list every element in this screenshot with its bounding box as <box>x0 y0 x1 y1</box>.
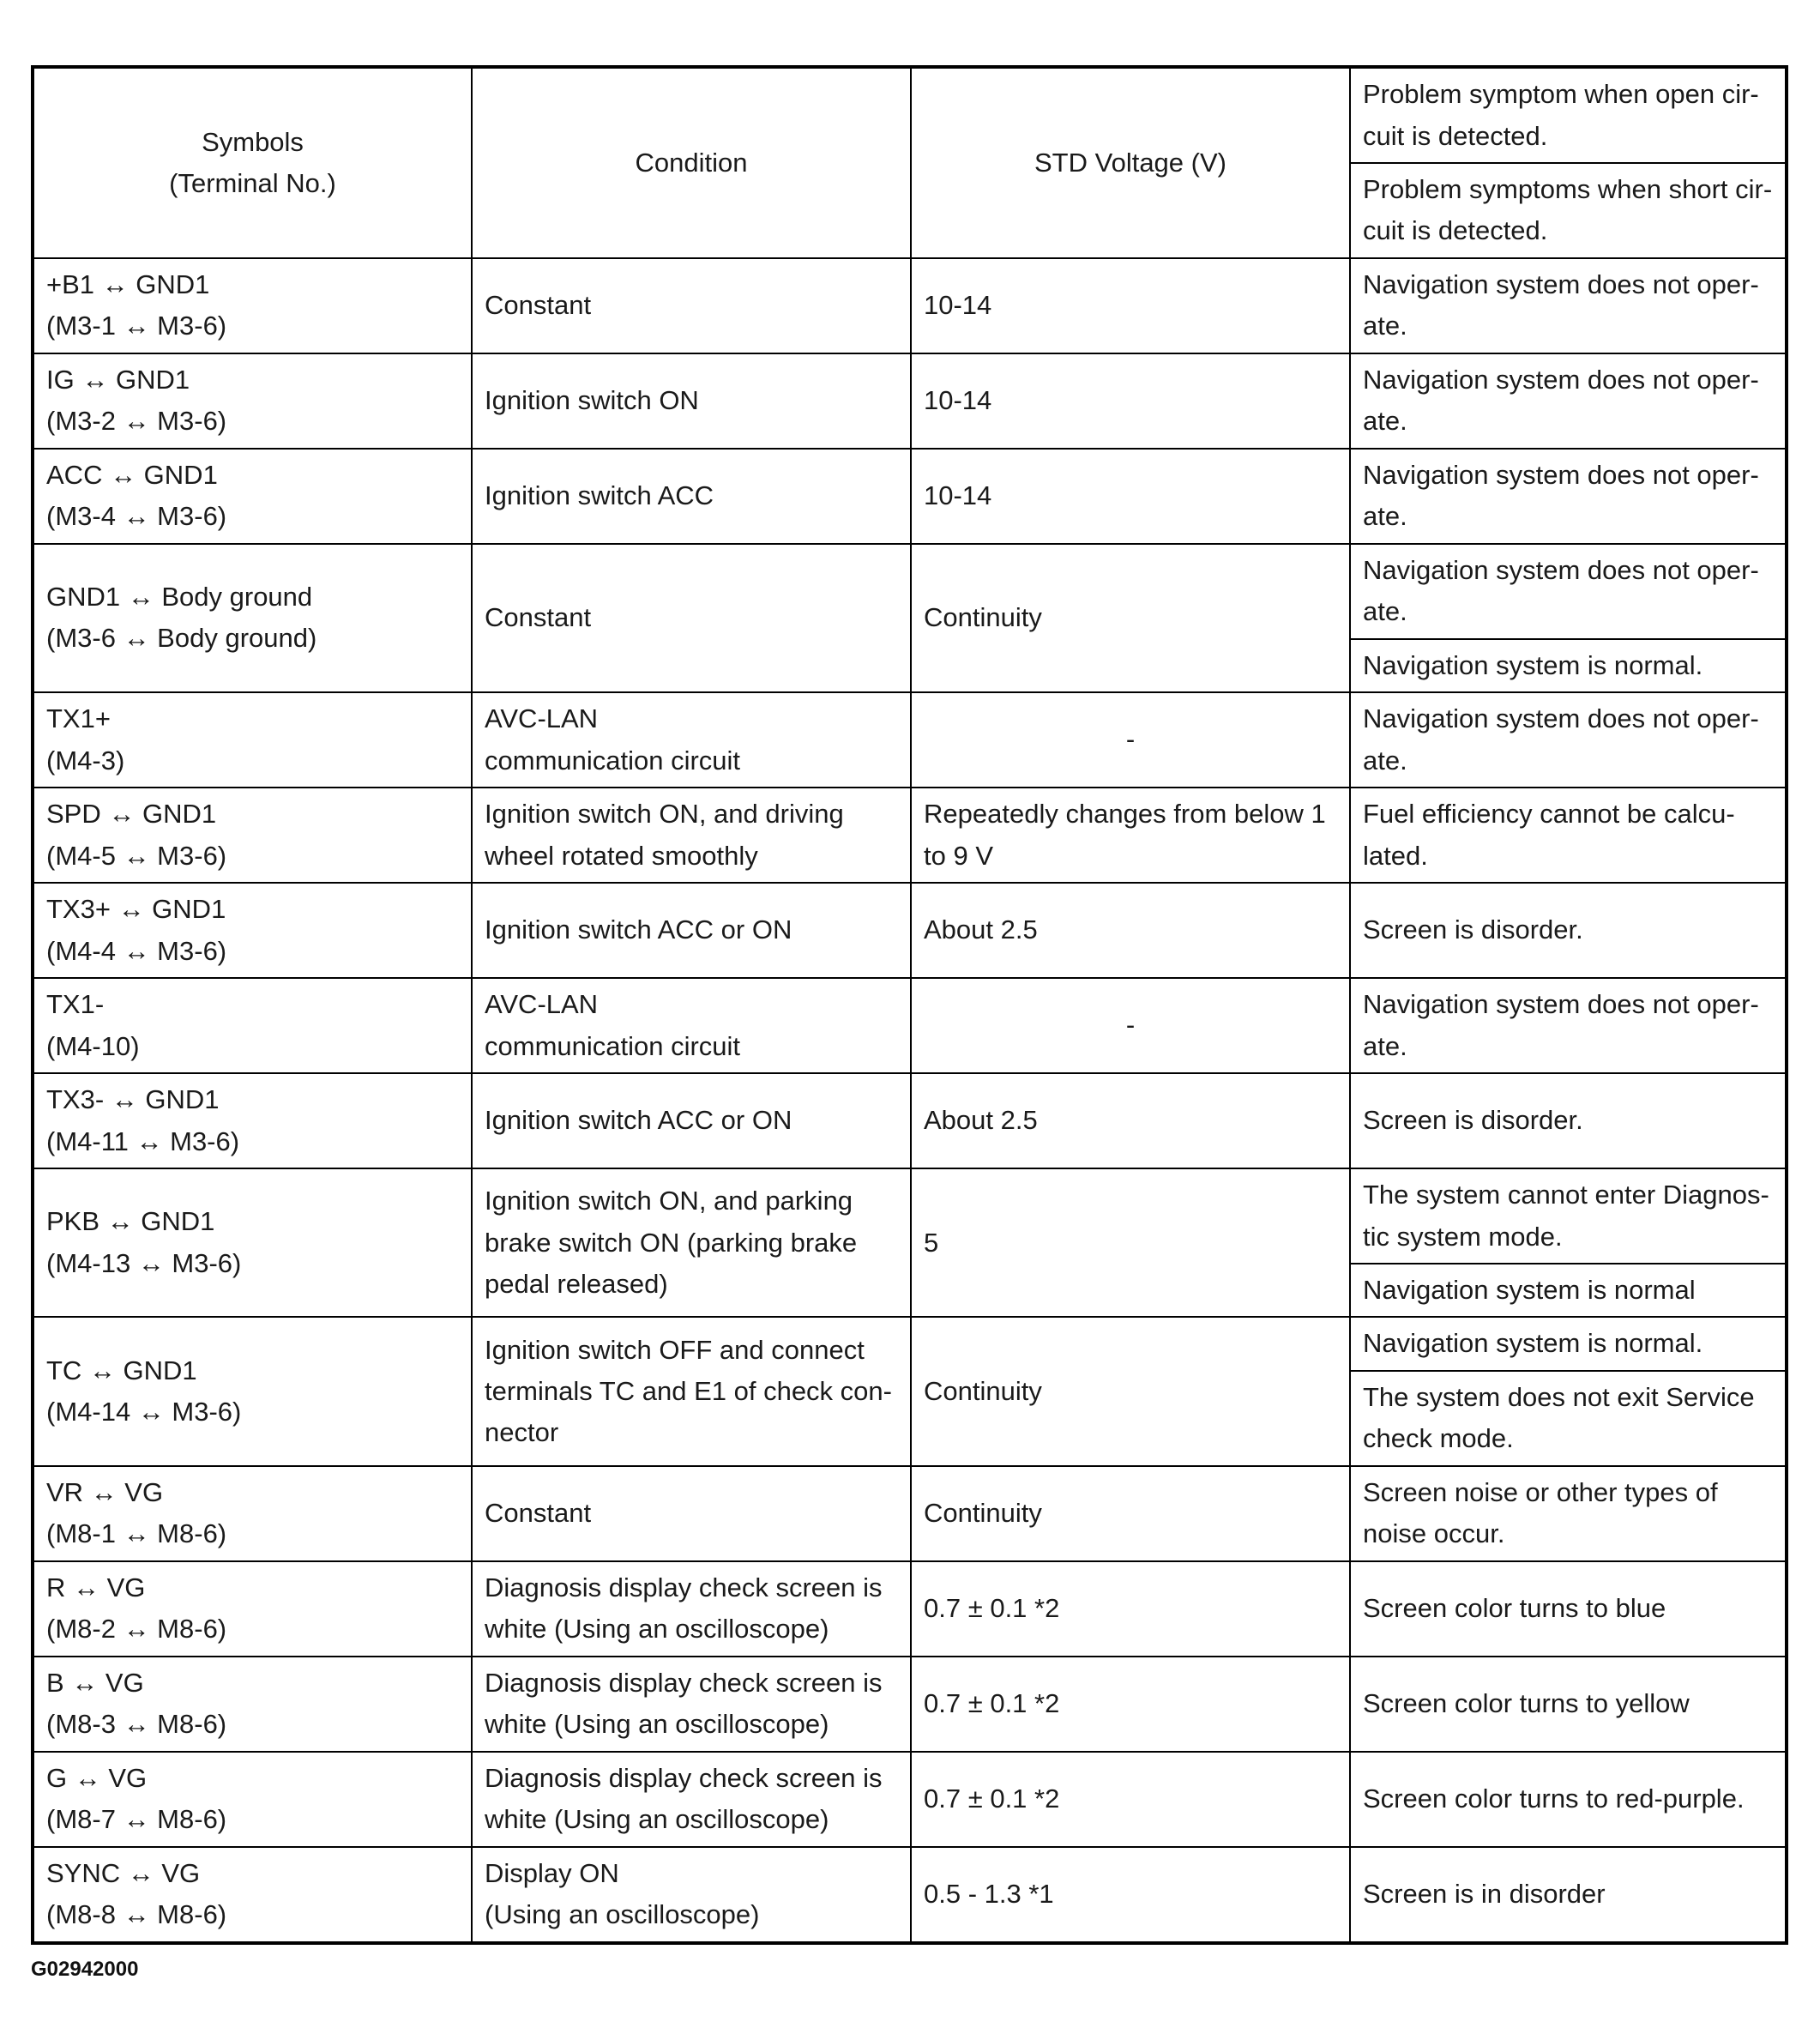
symbol-cell-line: TC ↔ GND1 <box>46 1355 197 1385</box>
condition-cell <box>472 1073 911 1168</box>
symbol-cell-line: (M3-1 ↔ M3-6) <box>46 311 227 341</box>
symptom-cell <box>1350 1264 1787 1317</box>
symptom-cell-line: ate. <box>1363 311 1407 341</box>
condition-cell <box>472 1466 911 1561</box>
voltage-cell-line: to 9 V <box>924 840 993 871</box>
symptom-cell <box>1350 883 1787 978</box>
symptom-cell-line: Navigation system does not oper- <box>1363 459 1759 490</box>
symptom-cell <box>1350 449 1787 544</box>
condition-cell-line: AVC-LAN <box>485 703 599 734</box>
header-row <box>33 67 1787 163</box>
voltage-cell <box>911 883 1350 978</box>
symptom-cell-line: Navigation system does not oper- <box>1363 554 1759 585</box>
condition-cell-line: AVC-LAN <box>485 989 599 1020</box>
condition-cell-line: pedal released) <box>485 1268 668 1299</box>
condition-cell-line: communication circuit <box>485 1030 741 1061</box>
condition-cell-line: Ignition switch ACC <box>485 480 714 511</box>
header-condition <box>472 67 911 258</box>
symbol-cell-line: SYNC ↔ VG <box>46 1857 201 1888</box>
voltage-cell-value: Continuity <box>924 1498 1042 1529</box>
symptom-cell-line: ate. <box>1363 501 1407 532</box>
symbol-cell-line: (M4-11 ↔ M3-6) <box>46 1126 240 1156</box>
symbol-cell <box>33 1561 472 1657</box>
symbol-cell-line: (M8-3 ↔ M8-6) <box>46 1709 227 1740</box>
symptom-cell-line: Screen is in disorder <box>1363 1878 1606 1909</box>
voltage-cell-value: 0.5 - 1.3 *1 <box>924 1878 1054 1909</box>
table-row <box>33 1752 1787 1847</box>
header-std-voltage-label: STD Voltage (V) <box>1034 147 1226 178</box>
symbol-cell-line: (M8-7 ↔ M8-6) <box>46 1804 227 1835</box>
symptom-cell-line: Navigation system is normal. <box>1363 1328 1703 1359</box>
symbol-cell <box>33 1073 472 1168</box>
symptom-cell <box>1350 1466 1787 1561</box>
symptom-cell <box>1350 1317 1787 1370</box>
symptom-cell-line: Screen is disorder. <box>1363 1105 1583 1136</box>
condition-cell <box>472 1561 911 1657</box>
condition-cell-line: Constant <box>485 290 592 321</box>
voltage-cell <box>911 1561 1350 1657</box>
symbol-cell-line: (M4-10) <box>46 1030 140 1061</box>
symbol-cell-line: (M4-5 ↔ M3-6) <box>46 840 227 871</box>
condition-cell-line: (Using an oscilloscope) <box>485 1899 760 1930</box>
symptom-cell-line: The system does not exit Service <box>1363 1381 1755 1412</box>
symptom-cell-line: Navigation system does not oper- <box>1363 269 1759 299</box>
symbol-cell-line: TX3- ↔ GND1 <box>46 1084 220 1115</box>
condition-cell-line: terminals TC and E1 of check con- <box>485 1375 892 1406</box>
condition-cell-line: Display ON <box>485 1857 619 1888</box>
voltage-cell <box>911 258 1350 353</box>
figure-code: G02942000 <box>31 1958 139 1981</box>
voltage-cell <box>911 1466 1350 1561</box>
condition-cell-line: Diagnosis display check screen is <box>485 1762 883 1793</box>
header-open-circuit <box>1350 67 1787 163</box>
header-open-circuit-line: Problem symptom when open cir- <box>1363 79 1759 110</box>
condition-cell-line: Constant <box>485 1498 592 1529</box>
symptom-cell-line: noise occur. <box>1363 1518 1505 1549</box>
condition-cell <box>472 258 911 353</box>
header-short-circuit-line: Problem symptoms when short cir- <box>1363 174 1773 204</box>
voltage-cell-value: 5 <box>924 1227 939 1258</box>
header-short-circuit-line: cuit is detected. <box>1363 215 1548 246</box>
condition-cell <box>472 1317 911 1465</box>
voltage-cell-value: 0.7 ± 0.1 *2 <box>924 1688 1060 1719</box>
symbol-cell-line: ACC ↔ GND1 <box>46 459 218 490</box>
header-symbols-line: Symbols <box>202 126 304 157</box>
voltage-cell <box>911 1847 1350 1943</box>
voltage-cell-value: 10-14 <box>924 385 992 416</box>
condition-cell <box>472 883 911 978</box>
condition-cell-line: Ignition switch ACC or ON <box>485 914 792 945</box>
symbol-cell <box>33 788 472 883</box>
condition-cell-line: white (Using an oscilloscope) <box>485 1804 829 1835</box>
symptom-cell <box>1350 1847 1787 1943</box>
condition-cell <box>472 978 911 1073</box>
symptom-cell-line: Screen color turns to red-purple. <box>1363 1783 1745 1814</box>
voltage-cell-value: Continuity <box>924 1375 1042 1406</box>
voltage-cell-value: 0.7 ± 0.1 *2 <box>924 1783 1060 1814</box>
symbol-cell <box>33 1752 472 1847</box>
condition-cell-line: brake switch ON (parking brake <box>485 1227 858 1258</box>
symbol-cell-line: B ↔ VG <box>46 1667 144 1698</box>
symptom-cell <box>1350 692 1787 788</box>
voltage-cell-value: - <box>1125 1010 1136 1041</box>
table-row <box>33 1657 1787 1752</box>
symbol-cell-line: SPD ↔ GND1 <box>46 799 217 830</box>
voltage-cell-value: About 2.5 <box>924 1105 1038 1136</box>
condition-cell <box>472 1168 911 1317</box>
symptom-cell <box>1350 1752 1787 1847</box>
symptom-cell <box>1350 544 1787 639</box>
symptom-cell-line: Navigation system does not oper- <box>1363 703 1759 734</box>
header-symbols <box>33 67 472 258</box>
table-row <box>33 1847 1787 1943</box>
condition-cell-line: communication circuit <box>485 745 741 776</box>
symptom-cell-line: Navigation system is normal <box>1363 1275 1696 1306</box>
symptom-cell <box>1350 1561 1787 1657</box>
symbol-cell <box>33 978 472 1073</box>
table-row <box>33 883 1787 978</box>
symptom-cell-line: check mode. <box>1363 1423 1514 1454</box>
header-condition-label: Condition <box>635 147 748 178</box>
voltage-cell-value: 0.7 ± 0.1 *2 <box>924 1593 1060 1624</box>
symbol-cell-line: TX1+ <box>46 703 111 734</box>
table-row <box>33 692 1787 788</box>
symptom-cell-line: tic system mode. <box>1363 1221 1563 1252</box>
symbol-cell-line: (M8-2 ↔ M8-6) <box>46 1614 227 1645</box>
condition-cell-line: Diagnosis display check screen is <box>485 1667 883 1698</box>
terminal-voltage-table <box>31 65 1788 1945</box>
symbol-cell <box>33 1657 472 1752</box>
condition-cell <box>472 692 911 788</box>
table-row <box>33 1466 1787 1561</box>
table-row <box>33 449 1787 544</box>
symbol-cell <box>33 258 472 353</box>
condition-cell <box>472 1657 911 1752</box>
condition-cell-line: Ignition switch ON, and driving <box>485 799 844 830</box>
symptom-cell <box>1350 978 1787 1073</box>
voltage-cell-value: Continuity <box>924 602 1042 633</box>
symbol-cell-line: (M8-1 ↔ M8-6) <box>46 1518 227 1549</box>
symbol-cell-line: (M3-2 ↔ M3-6) <box>46 406 227 437</box>
symptom-cell <box>1350 1657 1787 1752</box>
symptom-cell-line: Screen color turns to blue <box>1363 1593 1666 1624</box>
condition-cell <box>472 788 911 883</box>
symptom-cell-line: ate. <box>1363 1030 1407 1061</box>
condition-cell-line: Ignition switch ACC or ON <box>485 1105 792 1136</box>
symbol-cell-line: (M8-8 ↔ M8-6) <box>46 1899 227 1930</box>
symbol-cell-line: TX1- <box>46 989 105 1020</box>
voltage-cell-value: About 2.5 <box>924 914 1038 945</box>
symptom-cell-line: Navigation system is normal. <box>1363 649 1703 680</box>
symbol-cell <box>33 1847 472 1943</box>
symptom-cell <box>1350 353 1787 449</box>
symbol-cell-line: (M3-6 ↔ Body ground) <box>46 623 317 654</box>
voltage-cell-value: 10-14 <box>924 290 992 321</box>
symbol-cell-line: GND1 ↔ Body ground <box>46 582 313 613</box>
symptom-cell-line: ate. <box>1363 745 1407 776</box>
symbol-cell <box>33 692 472 788</box>
condition-cell-line: nector <box>485 1417 559 1448</box>
symbol-cell <box>33 1466 472 1561</box>
table-row <box>33 1317 1787 1370</box>
voltage-cell-line: Repeatedly changes from below 1 <box>924 799 1326 830</box>
symbol-cell-line: (M4-13 ↔ M3-6) <box>46 1247 242 1278</box>
condition-cell-line: Ignition switch ON, and parking <box>485 1186 853 1216</box>
voltage-cell <box>911 692 1350 788</box>
table-row <box>33 544 1787 639</box>
header-std-voltage <box>911 67 1350 258</box>
symbol-cell-line: PKB ↔ GND1 <box>46 1206 215 1237</box>
symbol-cell-line: (M3-4 ↔ M3-6) <box>46 501 227 532</box>
symptom-cell-line: lated. <box>1363 840 1428 871</box>
symptom-cell-line: Navigation system does not oper- <box>1363 989 1759 1020</box>
symptom-cell-line: Screen color turns to yellow <box>1363 1688 1690 1719</box>
symbol-cell-line: IG ↔ GND1 <box>46 364 190 395</box>
condition-cell <box>472 544 911 692</box>
condition-cell <box>472 353 911 449</box>
voltage-cell <box>911 353 1350 449</box>
symbol-cell-line: (M4-14 ↔ M3-6) <box>46 1397 242 1427</box>
symbol-cell <box>33 1168 472 1317</box>
symptom-cell-line: Fuel efficiency cannot be calcu- <box>1363 799 1735 830</box>
condition-cell-line: wheel rotated smoothly <box>485 840 758 871</box>
symptom-cell-line: The system cannot enter Diagnos- <box>1363 1180 1769 1210</box>
voltage-cell <box>911 449 1350 544</box>
symbol-cell-line: TX3+ ↔ GND1 <box>46 894 226 925</box>
symbol-cell <box>33 449 472 544</box>
condition-cell-line: white (Using an oscilloscope) <box>485 1709 829 1740</box>
condition-cell <box>472 1752 911 1847</box>
condition-cell <box>472 1847 911 1943</box>
symbol-cell-line: VR ↔ VG <box>46 1476 164 1507</box>
symptom-cell-line: Screen is disorder. <box>1363 914 1583 945</box>
table-body <box>33 67 1787 1943</box>
voltage-cell <box>911 1752 1350 1847</box>
table-row <box>33 1561 1787 1657</box>
symptom-cell-line: ate. <box>1363 596 1407 627</box>
condition-cell-line: Constant <box>485 602 592 633</box>
table-row <box>33 353 1787 449</box>
voltage-cell <box>911 788 1350 883</box>
symbol-cell-line: (M4-3) <box>46 745 125 776</box>
symptom-cell <box>1350 1168 1787 1264</box>
header-open-circuit-line: cuit is detected. <box>1363 120 1548 151</box>
voltage-cell-value: - <box>1125 724 1136 755</box>
table-row <box>33 1073 1787 1168</box>
condition-cell-line: Ignition switch OFF and connect <box>485 1334 865 1365</box>
symbol-cell-line: (M4-4 ↔ M3-6) <box>46 935 227 966</box>
voltage-cell <box>911 544 1350 692</box>
symptom-cell-line: Navigation system does not oper- <box>1363 364 1759 395</box>
voltage-cell-value: 10-14 <box>924 480 992 511</box>
header-short-circuit <box>1350 163 1787 258</box>
condition-cell <box>472 449 911 544</box>
symbol-cell <box>33 544 472 692</box>
symptom-cell <box>1350 788 1787 883</box>
condition-cell-line: Diagnosis display check screen is <box>485 1572 883 1602</box>
symbol-cell <box>33 1317 472 1465</box>
table-row <box>33 1168 1787 1264</box>
table-row <box>33 788 1787 883</box>
table-row <box>33 978 1787 1073</box>
symptom-cell <box>1350 1073 1787 1168</box>
symbol-cell-line: R ↔ VG <box>46 1572 146 1602</box>
voltage-cell <box>911 978 1350 1073</box>
symbol-cell <box>33 353 472 449</box>
symbol-cell-line: +B1 ↔ GND1 <box>46 269 210 299</box>
symptom-cell <box>1350 639 1787 692</box>
voltage-cell <box>911 1317 1350 1465</box>
condition-cell-line: white (Using an oscilloscope) <box>485 1614 829 1645</box>
symptom-cell <box>1350 1371 1787 1466</box>
voltage-cell <box>911 1168 1350 1317</box>
symbol-cell-line: G ↔ VG <box>46 1762 148 1793</box>
symptom-cell-line: ate. <box>1363 406 1407 437</box>
voltage-cell <box>911 1657 1350 1752</box>
header-symbols-line: (Terminal No.) <box>169 167 336 198</box>
symptom-cell <box>1350 258 1787 353</box>
table-row <box>33 258 1787 353</box>
symptom-cell-line: Screen noise or other types of <box>1363 1476 1718 1507</box>
voltage-cell <box>911 1073 1350 1168</box>
symbol-cell <box>33 883 472 978</box>
condition-cell-line: Ignition switch ON <box>485 385 699 416</box>
